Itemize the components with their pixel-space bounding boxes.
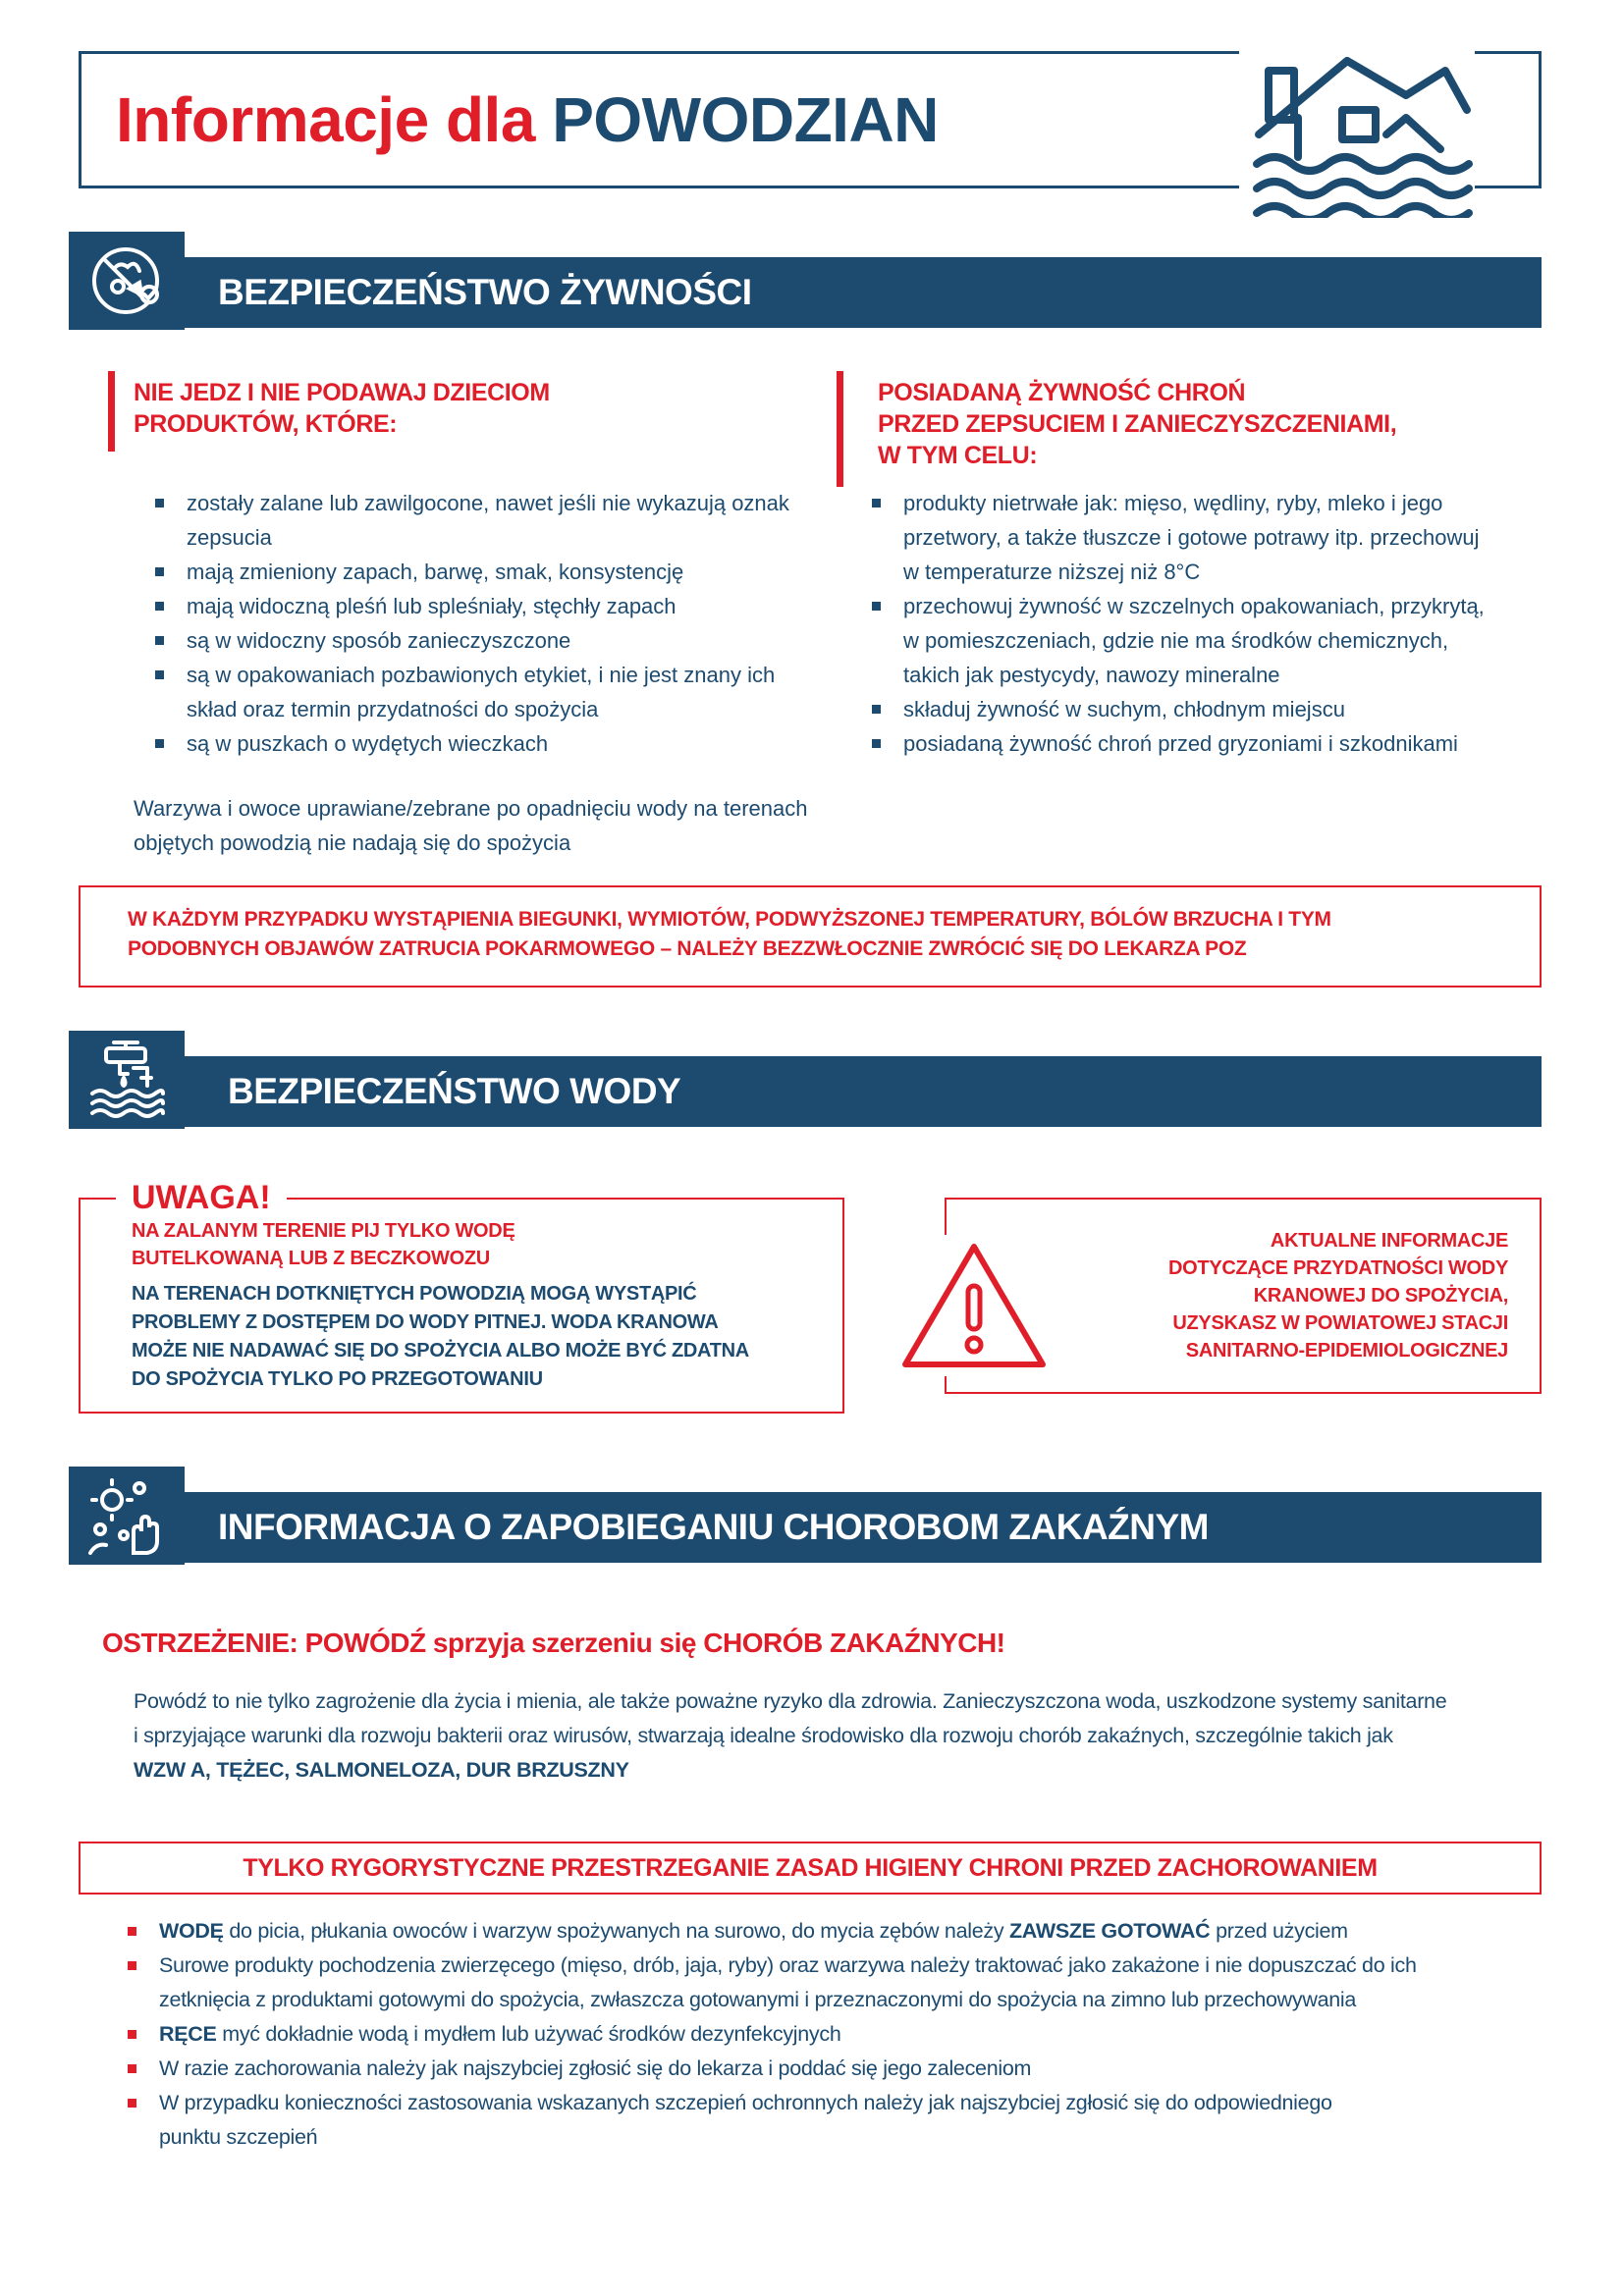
water-section-title: BEZPIECZEŃSTWO WODY bbox=[228, 1071, 681, 1111]
para-line: i sprzyjające warunki dla rozwoju bakterii oraz wirusów, stwarzają idealne środowisko dla rozwoju chorób zakaźnych, szczególnie takich jak bbox=[134, 1724, 1393, 1747]
food-left-list bbox=[147, 486, 805, 761]
list-item bbox=[147, 623, 805, 658]
info-line: DOTYCZĄCE PRZYDATNOŚCI WODY bbox=[1168, 1257, 1508, 1279]
food-safety-icon bbox=[84, 240, 167, 322]
list-item bbox=[147, 589, 805, 623]
heading-line: NIE JEDZ I NIE PODAWAJ DZIECIOM bbox=[134, 379, 550, 406]
flooded-house-icon bbox=[1239, 41, 1475, 218]
list-item bbox=[864, 692, 1528, 726]
para-line: Powódź to nie tylko zagrożenie dla życia i mienia, ale także poważne ryzyko dla zdrowia. Zanieczyszczona woda, uszkodzone systemy sanitarne bbox=[134, 1689, 1447, 1713]
list-item bbox=[147, 486, 805, 555]
food-left-heading bbox=[134, 377, 723, 440]
para-emphasis: WZW A, TĘŻEC, SALMONELOZA, DUR BRZUSZNY bbox=[134, 1758, 629, 1782]
heading-line: POSIADANĄ ŻYWNOŚĆ CHROŃ bbox=[878, 379, 1246, 406]
uwaga-red-text bbox=[132, 1217, 819, 1272]
bullet bbox=[872, 705, 881, 714]
page-title bbox=[116, 80, 939, 159]
item-line: przetwory, a także tłuszcze i gotowe potrawy itp. przechowuj bbox=[903, 525, 1480, 550]
list-item bbox=[120, 2017, 1543, 2052]
bullet bbox=[128, 2099, 136, 2108]
note-line: Warzywa i owoce uprawiane/zebrane po opadnięciu wody na terenach bbox=[134, 796, 808, 821]
list-item bbox=[864, 486, 1528, 589]
heading-line: PRZED ZEPSUCIEM I ZANIECZYSZCZENIAMI, bbox=[878, 410, 1397, 438]
item-line: takich jak pestycydy, nawozy mineralne bbox=[903, 663, 1280, 687]
disease-section-title: INFORMACJA O ZAPOBIEGANIU CHOROBOM ZAKAŹNYM bbox=[218, 1507, 1209, 1547]
rule-line: zetknięcia z produktami gotowymi do spożycia, zwłaszcza gotowanymi i przeznaczonymi do spożycia na zimno lub przechowywania bbox=[159, 1988, 1357, 2011]
item-line: składuj żywność w suchym, chłodnym miejscu bbox=[903, 697, 1345, 721]
hygiene-rules bbox=[120, 1914, 1543, 2155]
rule-text: przed użyciem bbox=[1210, 1919, 1348, 1943]
bullet bbox=[872, 739, 881, 748]
info-line: SANITARNO-EPIDEMIOLOGICZNEJ bbox=[1185, 1340, 1508, 1362]
germs-hands-icon bbox=[84, 1474, 167, 1557]
note-line: objętych powodzią nie nadają się do spożycia bbox=[134, 830, 571, 855]
alert-emphasis: NALEŻY BEZZWŁOCZNIE ZWRÓCIĆ SIĘ DO LEKARZA POZ bbox=[677, 937, 1247, 960]
item-line: są w puszkach o wydętych wieczkach bbox=[187, 731, 549, 756]
list-item bbox=[120, 1949, 1543, 2017]
rule-text: do picia, płukania owoców i warzyw spożywanych na surowo, do mycia zębów należy bbox=[223, 1919, 1009, 1943]
list-item bbox=[147, 658, 805, 726]
bullet bbox=[155, 602, 164, 611]
disease-warning bbox=[102, 1624, 1005, 1663]
food-left-note bbox=[134, 791, 840, 860]
water-tap-icon bbox=[84, 1039, 167, 1121]
alert-line-part: PODOBNYCH OBJAWÓW ZATRUCIA POKARMOWEGO – bbox=[128, 937, 677, 960]
bullet bbox=[155, 567, 164, 576]
list-item bbox=[864, 589, 1528, 692]
left-heading-accent bbox=[108, 371, 115, 452]
rule-text: W razie zachorowania należy jak najszybciej zgłosić się do lekarza i poddać się jego zaleceniom bbox=[159, 2056, 1032, 2080]
bullet bbox=[128, 2064, 136, 2073]
rule-emphasis: RĘCE bbox=[159, 2022, 217, 2046]
right-heading-accent bbox=[837, 371, 843, 487]
bullet bbox=[872, 602, 881, 611]
heading-line: W TYM CELU: bbox=[878, 442, 1038, 469]
item-line: zepsucia bbox=[187, 525, 272, 550]
item-line: są w opakowaniach pozbawionych etykiet, i nie jest znany ich bbox=[187, 663, 776, 687]
water-info-text bbox=[1070, 1227, 1508, 1364]
bullet bbox=[155, 739, 164, 748]
hygiene-banner: TYLKO RYGORYSTYCZNE PRZESTRZEGANIE ZASAD HIGIENY CHRONI PRZED ZACHOROWANIEM bbox=[243, 1854, 1378, 1882]
item-line: mają zmieniony zapach, barwę, smak, konsystencję bbox=[187, 560, 684, 584]
info-line: AKTUALNE INFORMACJE bbox=[1270, 1230, 1508, 1252]
bullet bbox=[128, 1927, 136, 1936]
warning-triangle-icon bbox=[895, 1235, 1053, 1376]
item-line: skład oraz termin przydatności do spożycia bbox=[187, 697, 599, 721]
uwaga-line: PROBLEMY Z DOSTĘPEM DO WODY PITNEJ. WODA KRANOWA bbox=[132, 1311, 719, 1333]
uwaga-label: UWAGA! bbox=[116, 1174, 287, 1221]
food-right-list bbox=[864, 486, 1528, 761]
bullet bbox=[128, 1961, 136, 1970]
item-line: zostały zalane lub zawilgocone, nawet jeśli nie wykazują oznak bbox=[187, 491, 789, 515]
warning-part: sprzyja szerzeniu się bbox=[432, 1628, 704, 1658]
title-red: Informacje dla bbox=[116, 84, 535, 155]
bullet bbox=[155, 499, 164, 507]
item-line: mają widoczną pleśń lub spleśniały, stęchły zapach bbox=[187, 594, 677, 618]
food-section-title: BEZPIECZEŃSTWO ŻYWNOŚCI bbox=[218, 272, 752, 312]
item-line: są w widoczny sposób zanieczyszczone bbox=[187, 628, 571, 653]
list-item bbox=[120, 2052, 1543, 2086]
bullet bbox=[155, 636, 164, 645]
item-line: przechowuj żywność w szczelnych opakowaniach, przykrytą, bbox=[903, 594, 1485, 618]
list-item bbox=[120, 2086, 1543, 2155]
list-item bbox=[147, 555, 805, 589]
warning-part: OSTRZEŻENIE: POWÓDŹ bbox=[102, 1628, 433, 1658]
list-item bbox=[864, 726, 1528, 761]
uwaga-line: BUTELKOWANĄ LUB Z BECZKOWOZU bbox=[132, 1248, 490, 1269]
uwaga-line: NA TERENACH DOTKNIĘTYCH POWODZIĄ MOGĄ WYSTĄPIĆ bbox=[132, 1283, 697, 1305]
item-line: w pomieszczeniach, gdzie nie ma środków chemicznych, bbox=[903, 628, 1449, 653]
uwaga-navy-text bbox=[132, 1280, 839, 1394]
uwaga-line: NA ZALANYM TERENIE PIJ TYLKO WODĘ bbox=[132, 1220, 515, 1242]
list-item bbox=[147, 726, 805, 761]
alert-line: W KAŻDYM PRZYPADKU WYSTĄPIENIA BIEGUNKI, WYMIOTÓW, PODWYŻSZONEJ TEMPERATURY, BÓLÓW BRZUCHA I TYM bbox=[128, 908, 1331, 931]
item-line: produkty nietrwałe jak: mięso, wędliny, ryby, mleko i jego bbox=[903, 491, 1443, 515]
bullet bbox=[155, 670, 164, 679]
bullet bbox=[128, 2030, 136, 2039]
item-line: posiadaną żywność chroń przed gryzoniami i szkodnikami bbox=[903, 731, 1458, 756]
uwaga-line: DO SPOŻYCIA TYLKO PO PRZEGOTOWANIU bbox=[132, 1368, 543, 1390]
info-line: KRANOWEJ DO SPOŻYCIA, bbox=[1253, 1285, 1508, 1307]
rule-line: punktu szczepień bbox=[159, 2125, 318, 2149]
food-alert-text bbox=[128, 905, 1522, 964]
rule-line: W przypadku konieczności zastosowania wskazanych szczepień ochronnych należy jak najszybciej zgłosić się do odpowiedniego bbox=[159, 2091, 1332, 2114]
rule-emphasis: ZAWSZE GOTOWAĆ bbox=[1008, 1919, 1211, 1943]
info-line: UZYSKASZ W POWIATOWEJ STACJI bbox=[1172, 1312, 1508, 1334]
warning-part: CHORÓB ZAKAŹNYCH! bbox=[703, 1628, 1005, 1658]
title-navy: POWODZIAN bbox=[552, 84, 939, 155]
food-right-heading bbox=[878, 377, 1526, 471]
item-line: w temperaturze niższej niż 8°C bbox=[903, 560, 1201, 584]
rule-line: Surowe produkty pochodzenia zwierzęcego (mięso, drób, jaja, ryby) oraz warzywa należy traktować jako zakażone i nie dopuszczać do ich bbox=[159, 1953, 1417, 1977]
rule-text: myć dokładnie wodą i mydłem lub używać środków dezynfekcyjnych bbox=[216, 2022, 841, 2046]
uwaga-line: MOŻE NIE NADAWAĆ SIĘ DO SPOŻYCIA ALBO MOŻE BYĆ ZDATNA bbox=[132, 1340, 749, 1362]
rule-emphasis: WODĘ bbox=[159, 1919, 224, 1943]
bullet bbox=[872, 499, 881, 507]
disease-paragraph bbox=[134, 1684, 1547, 1788]
alert-line bbox=[128, 934, 1522, 964]
list-item bbox=[120, 1914, 1543, 1949]
heading-line: PRODUKTÓW, KTÓRE: bbox=[134, 410, 398, 438]
